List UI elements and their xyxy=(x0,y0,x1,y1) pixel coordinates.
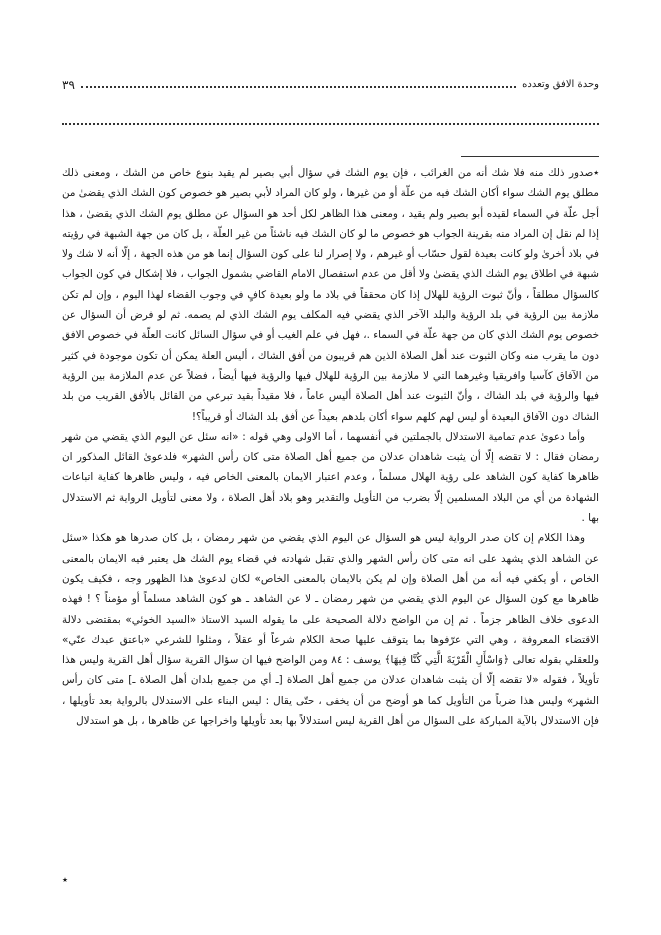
paragraph: وهذا الكلام إن كان صدر الرواية ليس هو السؤال عن اليوم الذي يقضي من شهر رمضان ، بل كان صدرها هو هكذا «سئل عن الشاهد الذي يشهد على انه متى كان رأس الشهر والذي تقبل شهادته في قضاء يوم الشك هل يعتبر فيه الايمان بالمعنى الخاص ، أو يكفي فيه أنه من أهل الصلاة وإن لم يكن بالايمان بالمعنى الخاص» لكان لدعوىٰ هذا الظهور وجه ، فكيف يكون ظاهرها مع كون السؤال عن اليوم الذي يقضي من شهر رمضان ـ لا عن الشاهد ـ هو كون الشاهد مسلماً أو مؤمناً ؟ ! فهذه الدعوى خلاف الظاهر جزماً . ثم إن من الواضح دلالة الصحيحة على ما يقوله السيد الاستاذ «السيد الخوئي» بمقتضى دلالة الاقتضاء المعروفة ، وهي التي عرّفوها بما يتوقف عليها صحة الكلام شرعاً أو عقلاً ، ومثلوا للشرعي «باعتق عبدك عنّي» وللعقلي بقوله تعالى ﴿وَاسْأَلِ الْقَرْيَةَ الَّتِي كُنَّا فِيهَا﴾ يوسف : ٨٤ ومن الواضح فيها ان سؤال القرية سؤال أهل القرية وليس هذا تأويلاً ، فقوله «لا تقضه إلّا أن يثبت شاهدان عدلان من جميع أهل الصلاة [ـ أي من جميع بلدان أهل الصلاة ـ] متى كان رأس الشهر» وليس هذا ضرباً من التأويل كما هو أوضح من أن يخفى ، حتّى يقال : ليس البناء على الاستدلال بالرواية بعد تأويلها ، فإن الاستدلال بالآية المباركة على السؤال من أهل القرية ليس استدلالاً بها بعد تأويلها واخراجها عن ظاهرها ، بل هو استدلال xyxy=(62,532,599,728)
paragraph: وأما دعوىٰ عدم تمامية الاستدلال بالجملتين في أنفسهما ، أما الاولى وهي قوله : «انه سئل عن اليوم الذي يقضي من شهر رمضان فقال : لا تقضه إلّا أن يثبت شاهدان عدلان من جميع أهل الصلاة متى كان رأس الشهر» فلدعوىٰ القائل المذكور ان ظاهرها كفاية كون الشاهد على رؤية الهلال مسلماً ، وعدم اعتبار الايمان بالمعنى الخاص فيه ، وليس ظاهرها كفاية اتباعات الشهادة من أي من البلاد المسلمين إلّا بضرب من التأويل والتقدير وهو بلاد أهل الصلاة ، ولا معنى لتأويل الرواية ثم الاستدلال بها . xyxy=(62,430,599,525)
dotted-separator xyxy=(62,123,599,125)
body-text xyxy=(62,163,599,731)
header-dot-leader xyxy=(81,86,516,88)
continuation-mark: ٭ xyxy=(62,873,68,886)
chapter-title: وحدة الافق وتعدده xyxy=(522,79,599,90)
page-number: ٣٩ xyxy=(62,78,75,92)
footnote-rule xyxy=(461,156,599,157)
running-header xyxy=(62,72,599,92)
paragraph: ٭صدور ذلك منه فلا شك أنه من الغرائب ، فإن يوم الشك في سؤال أبي بصير لم يقيد بنوع خاص من الشك ، ومعنى ذلك مطلق يوم الشك سواء أكان الشك فيه من علّة أو من غيرها ، ولو كان المراد لأبي بصير هو خصوص كون الشك الذي يقضىٰ من أجل علّة في السماء لقيده أبو بصير ولم يقيد ، ومعنى هذا الظاهر لكل أحد هو السؤال عن مطلق يوم الشك الذي يقضىٰ ، هذا إذا لم نقل إن المراد منه بقرينة الجواب هو خصوص ما لو كان الشك فيه ناشئاً من غير العلّة ، بل كان من جهة الشبهة في رؤيته في بلاد أخرىٰ ولو كانت بعيدة لقول حسّاب أو غيرهم ، ولا إصرار لنا على كون السؤال إنما هو من هذه الجهة ، إلّا أنه لا شك ولا شبهة في اطلاق يوم الشك الذي يقضىٰ ولا أقل من عدم استفصال الامام القاضي بشمول الجواب ، فلا إشكال في كون الجواب كالسؤال مطلقاً ، وأنّ ثبوت الرؤية للهلال إذا كان محققاً في بلاد ما ولو بعيدة كافٍ في وجوب القضاء لهذا اليوم ، وإن لم تكن ملازمة بين الرؤية في بلد الرؤية والبلد الآخر الذي يقضي فيه المكلف يوم الشك الذي لم يصمه. ثم لو فرض أن السؤال عن خصوص يوم الشك الذي كان من جهة علّة في السماء .، فهل في علم الغيب أو في سؤال السائل كانت العلّة في خصوص الافق دون ما يقرب منه وكان الثبوت عند أهل الصلاة الذين هم قريبون من أفق الشاك ، أليس العلة يمكن أن تكون موجودة في كثير من الآفاق كآسيا وافريقيا وغيرهما التي لا ملازمة بين الرؤية للهلال فيها والرؤية فيها أيضاً ، فضلاً عن عدم الملازمة بين الرؤية فيها والرؤية في بلد الشاك ، وأنّ الثبوت عند أهل الصلاة أليس عاماً ، فلا مقيداً بقيد تبرعي من القائل بالأفق القريب من بلد الشاك دون الآفاق البعيدة أو ليس لهم كلهم سواء أكان بلدهم بعيداً عن أفق بلد الشاك أو قريباً؟! xyxy=(62,167,599,423)
